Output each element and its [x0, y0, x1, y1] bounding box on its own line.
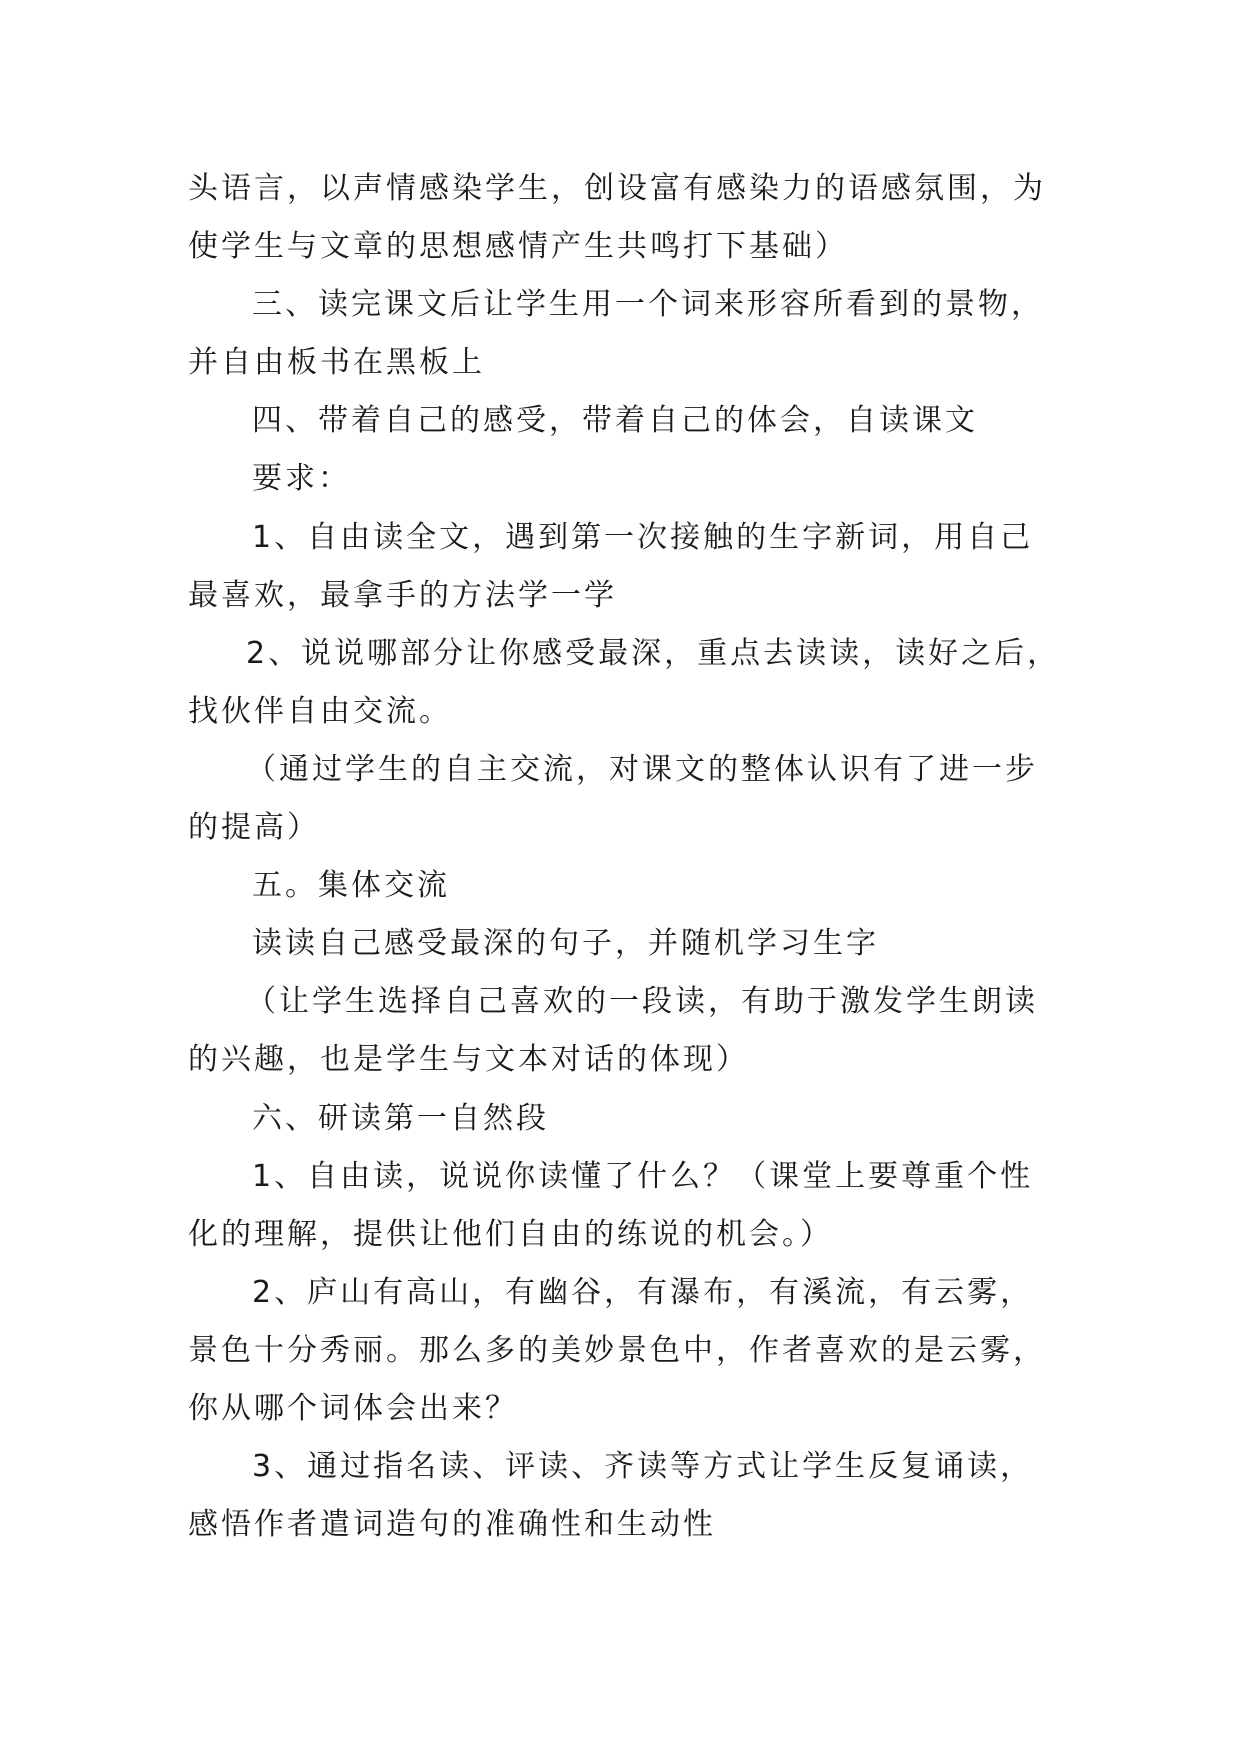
text-line: 2、说说哪部分让你感受最深，重点去读读，读好之后， — [246, 635, 1061, 671]
text-line: 并自由板书在黑板上 — [188, 345, 485, 381]
text-line: 化的理解，提供让他们自由的练说的机会。） — [188, 1216, 833, 1252]
text-line: 最喜欢，最拿手的方法学一学 — [188, 577, 617, 613]
text-line: 要求： — [252, 461, 351, 497]
text-line: 读读自己感受最深的句子，并随机学习生字 — [252, 926, 879, 962]
text-line: 三、读完课文后让学生用一个词来形容所看到的景物， — [252, 287, 1044, 323]
text-line: 2、庐山有高山，有幽谷，有瀑布，有溪流，有云雾， — [252, 1274, 1034, 1310]
text-line: 找伙伴自由交流。 — [188, 693, 452, 729]
text-line: 六、研读第一自然段 — [252, 1100, 549, 1136]
text-line: 头语言，以声情感染学生，创设富有感染力的语感氛围，为 — [188, 171, 1046, 206]
text-line: 四、带着自己的感受，带着自己的体会，自读课文 — [252, 403, 978, 439]
text-line: 景色十分秀丽。那么多的美妙景色中，作者喜欢的是云雾， — [188, 1332, 1046, 1368]
text-line: 使学生与文章的思想感情产生共鸣打下基础） — [188, 229, 848, 265]
text-line: 感悟作者遣词造句的准确性和生动性 — [188, 1507, 716, 1543]
text-line: 的兴趣，也是学生与文本对话的体现） — [188, 1042, 749, 1078]
text-line: （通过学生的自主交流，对课文的整体认识有了进一步 — [246, 751, 1038, 787]
text-line: 3、通过指名读、评读、齐读等方式让学生反复诵读， — [252, 1449, 1034, 1485]
text-line: 你从哪个词体会出来？ — [188, 1390, 518, 1426]
text-line: 的提高） — [188, 810, 320, 846]
text-line: 五。集体交流 — [252, 868, 450, 904]
text-line: 1、自由读全文，遇到第一次接触的生字新词，用自己 — [252, 519, 1034, 555]
text-line: 1、自由读，说说你读懂了什么？（课堂上要尊重个性 — [252, 1158, 1034, 1194]
text-line: （让学生选择自己喜欢的一段读，有助于激发学生朗读 — [246, 984, 1038, 1020]
document-body — [188, 160, 1068, 1554]
